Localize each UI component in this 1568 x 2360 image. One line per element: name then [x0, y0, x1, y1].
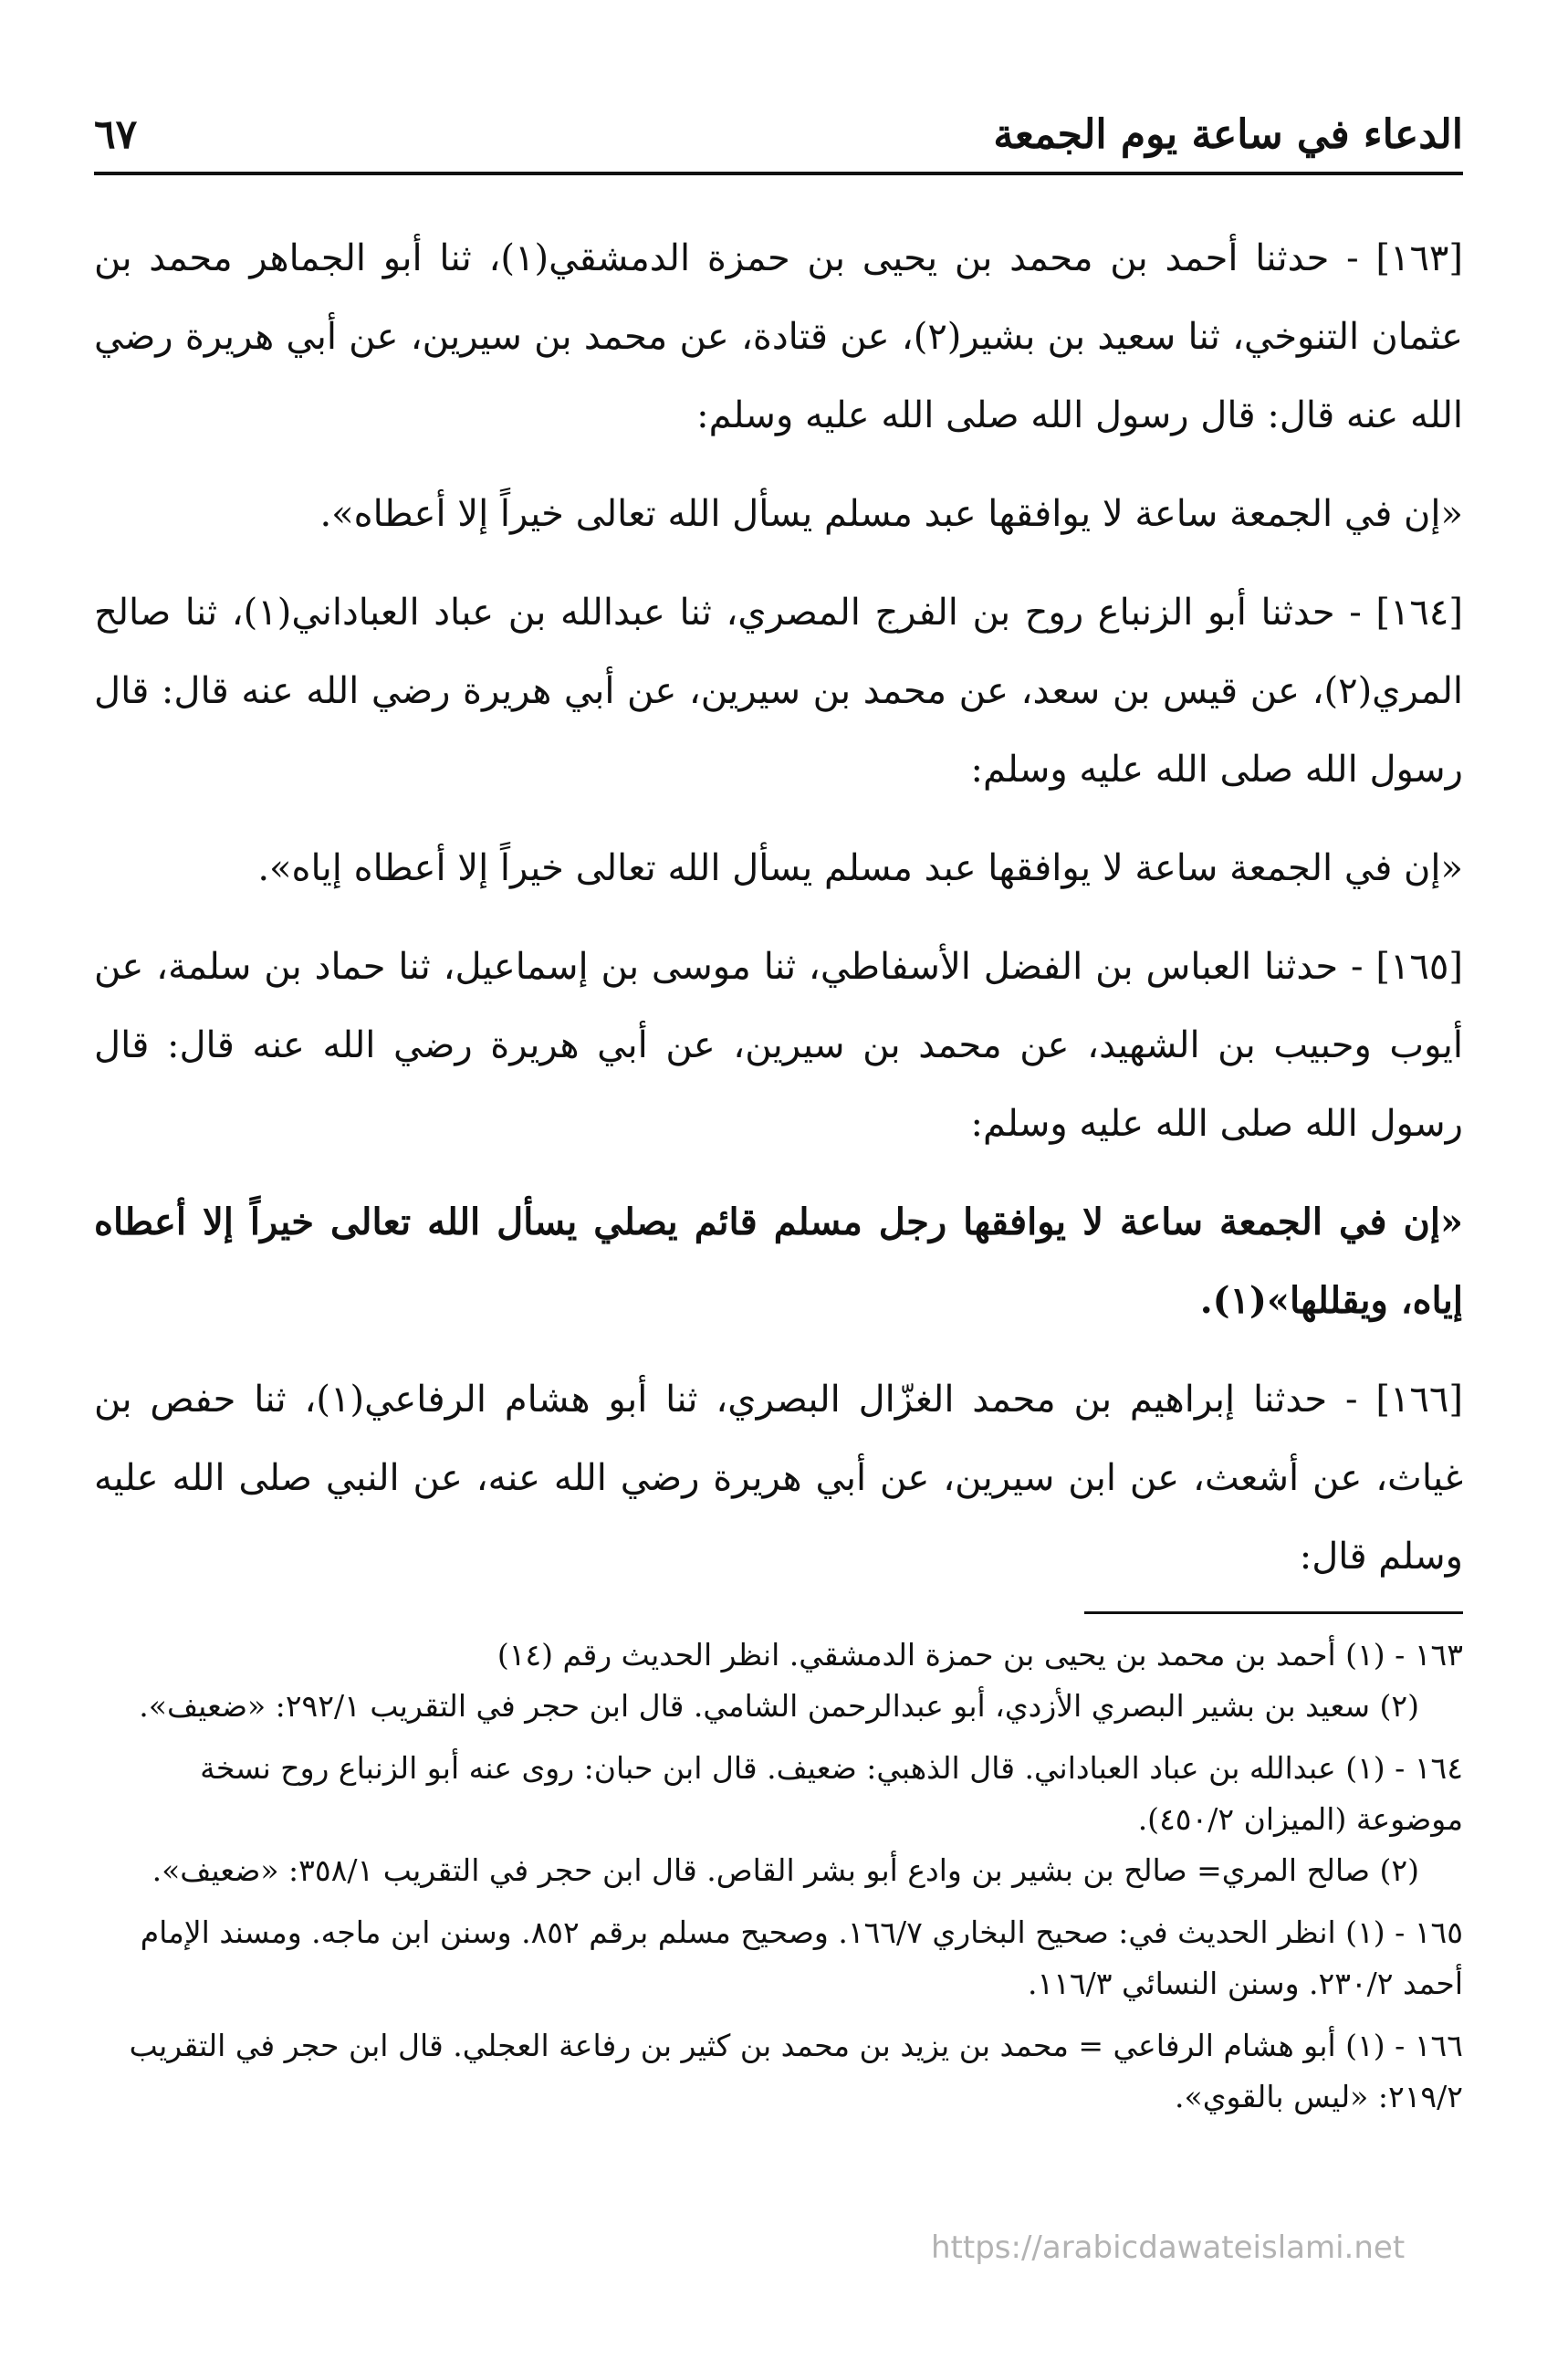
footnote-ref: ١٦٣ [1414, 1637, 1463, 1673]
footnotes [94, 1630, 1463, 2134]
footnote-ref: ١٦٤ [1414, 1750, 1463, 1786]
hadith-saying: «إن في الجمعة ساعة لا يوافقها رجل مسلم قائم يصلي يسأل الله تعالى خيراً إلا أعطاه إياه، ويقللها»(١). [94, 1201, 1463, 1322]
hadith-chain [94, 928, 1463, 1163]
footnote-text: - (١) انظر الحديث في: صحيح البخاري ١٦٦/٧. وصحيح مسلم برقم ٨٥٢. وسنن ابن ماجه. ومسند الإمام أحمد ٢٣٠/٢. وسنن النسائي ١١٦/٣. [140, 1914, 1463, 2001]
footnote-164 [94, 1743, 1463, 1896]
hadith-isnad: - حدثنا أبو الزنباع روح بن الفرج المصري، ثنا عبدالله بن عباد العباداني(١)، ثنا صالح المري(٢)، عن قيس بن سعد، عن محمد بن سيرين، عن أبي هريرة رضي الله عنه قال: قال رسول الله صلى الله عليه وسلم: [94, 592, 1463, 791]
footnote-text: - (١) أبو هشام الرفاعي = محمد بن يزيد بن محمد بن كثير بن رفاعة العجلي. قال ابن حجر في التقريب ٢١٩/٢: «ليس بالقوي». [129, 2028, 1463, 2114]
footnote-text: - (١) أحمد بن محمد بن يحيى بن حمزة الدمشقي. انظر الحديث رقم (١٤) [497, 1637, 1406, 1673]
footnote-line [94, 1743, 1463, 1845]
hadith-chain [94, 1360, 1463, 1596]
footnote-165 [94, 1907, 1463, 2009]
hadith-isnad: - حدثنا أحمد بن محمد بن يحيى بن حمزة الدمشقي(١)، ثنا أبو الجماهر محمد بن عثمان التنوخي، ثنا سعيد بن بشير(٢)، عن قتادة، عن محمد بن سيرين، عن أبي هريرة رضي الله عنه قال: قال رسول الله صلى الله عليه وسلم: [94, 237, 1463, 436]
hadith-number: [١٦٦] [1375, 1379, 1463, 1421]
hadith-isnad: - حدثنا إبراهيم بن محمد الغزّال البصري، ثنا أبو هشام الرفاعي(١)، ثنا حفص بن غياث، عن أشعث، عن ابن سيرين، عن أبي هريرة رضي الله عنه، عن النبي صلى الله عليه وسلم قال: [94, 1379, 1463, 1578]
footnote-line: (٢) سعيد بن بشير البصري الأزدي، أبو عبدالرحمن الشامي. قال ابن حجر في التقريب ٢٩٢/١: «ضعيف». [139, 1688, 1419, 1724]
footnote-line: (٢) صالح المري= صالح بن بشير بن وادع أبو بشر القاص. قال ابن حجر في التقريب ٣٥٨/١: «ضعيف». [152, 1852, 1419, 1888]
hadith-number: [١٦٣] [1375, 237, 1464, 279]
footnote-ref: ١٦٥ [1414, 1914, 1463, 1950]
hadith-number: [١٦٤] [1375, 592, 1463, 634]
hadith-saying: «إن في الجمعة ساعة لا يوافقها عبد مسلم يسأل الله تعالى خيراً إلا أعطاه إياه». [257, 847, 1463, 889]
page-header [94, 102, 1463, 166]
footnote-line [94, 1907, 1463, 2009]
main-text [94, 219, 1463, 1616]
hadith-chain [94, 573, 1463, 809]
footnote-ref: ١٦٦ [1414, 2028, 1463, 2063]
footnote-rule [1084, 1611, 1463, 1614]
hadith-number: [١٦٥] [1375, 946, 1463, 988]
hadith-165 [94, 928, 1463, 1163]
hadith-164 [94, 573, 1463, 809]
footnote-text: - (١) عبدالله بن عباد العباداني. قال الذهبي: ضعيف. قال ابن حبان: روى عنه أبو الزنباع روح نسخة موضوعة (الميزان ٤٥٠/٢). [200, 1750, 1463, 1837]
hadith-chain [94, 219, 1463, 455]
footnote-line [94, 2020, 1463, 2123]
hadith-saying: «إن في الجمعة ساعة لا يوافقها عبد مسلم يسأل الله تعالى خيراً إلا أعطاه». [319, 493, 1463, 535]
header-rule [94, 172, 1463, 175]
footnote-163 [94, 1630, 1463, 1732]
footnote-166 [94, 2020, 1463, 2123]
watermark-url: https://arabicdawateislami.net [931, 2229, 1406, 2266]
hadith-163 [94, 219, 1463, 455]
hadith-isnad: - حدثنا العباس بن الفضل الأسفاطي، ثنا موسى بن إسماعيل، ثنا حماد بن سلمة، عن أيوب وحبيب بن الشهيد، عن محمد بن سيرين، عن أبي هريرة رضي الله عنه قال: قال رسول الله صلى الله عليه وسلم: [94, 946, 1463, 1145]
hadith-166 [94, 1360, 1463, 1596]
page-number: ٦٧ [94, 110, 138, 158]
running-title: الدعاء في ساعة يوم الجمعة [993, 110, 1463, 158]
footnote-line [94, 1630, 1463, 1681]
